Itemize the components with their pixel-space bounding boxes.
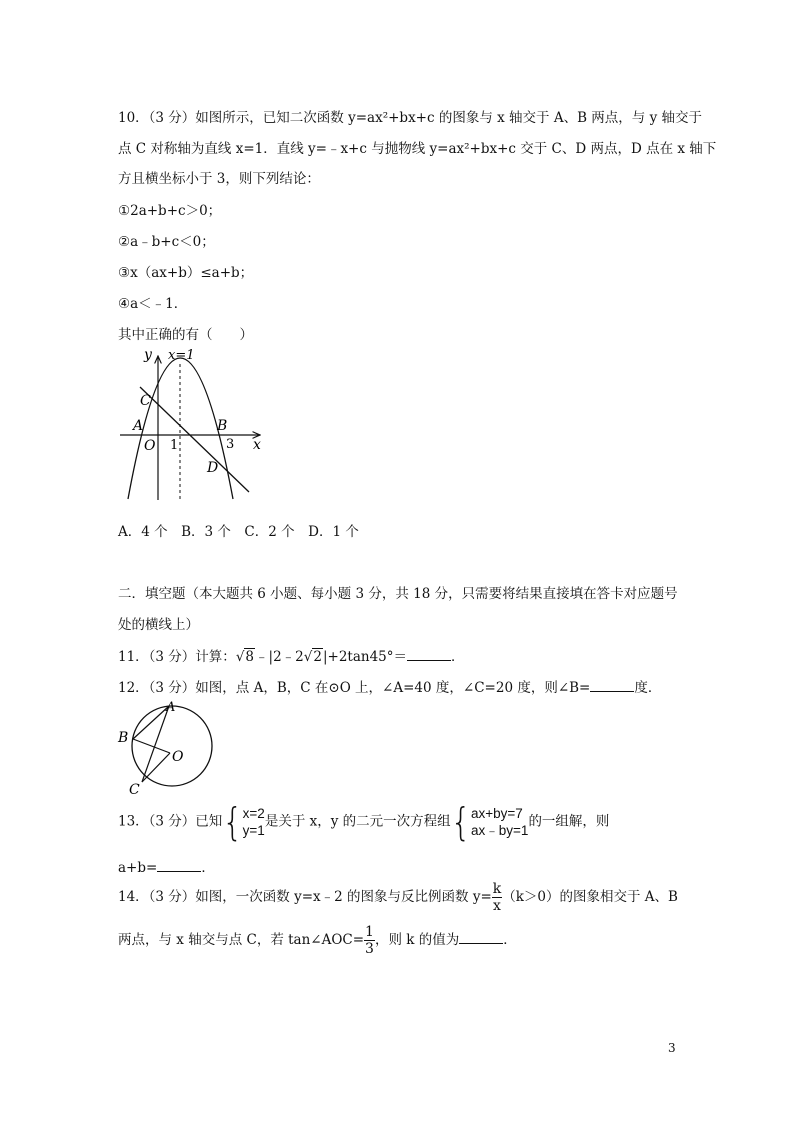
q14-pre: 14．（3 分）如图，一次函数 y=x﹣2 的图象与反比例函数 y=	[118, 889, 492, 905]
fig-label-c: C	[129, 782, 140, 798]
q13-line2-text: a+b=	[118, 860, 158, 876]
fig-label-three: 3	[226, 437, 235, 452]
q11-radicand-2: 2	[313, 649, 322, 665]
q13-s1b: y=1	[242, 823, 265, 838]
q10-question: 其中正确的有（ ）	[118, 327, 253, 343]
fig-label-o: O	[172, 749, 184, 765]
fig-label-x: x	[253, 437, 261, 453]
q10-options: A．4 个 B．3 个 C．2 个 D．1 个	[118, 524, 359, 540]
q12-text: 12．（3 分）如图，点 A，B，C 在⊙O 上，∠A=40 度，∠C=20 度，则∠B=	[118, 680, 591, 696]
q14-line1	[118, 882, 678, 913]
fig-label-axis: x=1	[168, 348, 195, 363]
q10-line3: 方且横坐标小于 3，则下列结论：	[118, 171, 320, 187]
q14-line2	[118, 925, 517, 956]
q13-mid: 是关于 x，y 的二元一次方程组	[264, 813, 451, 830]
fig-label-a: A	[166, 700, 176, 715]
fraction-denominator: x	[493, 898, 501, 914]
q14-post: （k＞0）的图象相交于 A、B	[502, 889, 678, 905]
q10-line1: 10．（3 分）如图所示，已知二次函数 y=ax²+bx+c 的图象与 x 轴交于 A、B 两点，与 y 轴交于	[118, 110, 702, 126]
q12	[118, 676, 661, 696]
q11-end: ．	[451, 649, 465, 665]
q11-radicand-8: 8	[245, 649, 255, 665]
q12-end: 度．	[634, 680, 662, 696]
q13-end: ．	[201, 860, 215, 876]
q13-line1	[118, 799, 610, 845]
q14-answer-blank[interactable]	[459, 931, 503, 944]
q11-mid2: |+2tan45°＝	[322, 649, 407, 665]
fraction-numerator: 1	[365, 924, 374, 940]
q10-conclusion-2: ②a﹣b+c＜0；	[118, 234, 215, 250]
segment-oc	[142, 753, 170, 782]
q11-mid1: ﹣|2﹣2	[255, 649, 304, 665]
q13-system2	[471, 805, 528, 839]
q10-conclusion-1: ①2a+b+c＞0；	[118, 203, 222, 219]
q12-circle-figure	[112, 700, 222, 800]
q13-s1a: x=2	[242, 806, 265, 821]
fig-label-y: y	[144, 347, 152, 363]
circle-o	[132, 706, 212, 786]
q13-pre: 13．（3 分）已知	[118, 813, 223, 830]
fraction-k-over-x	[492, 882, 502, 913]
q11-prefix: 11．（3 分）计算：	[118, 649, 236, 665]
q14-l2post: ，则 k 的值为	[374, 932, 460, 948]
q13-s2b: ax﹣by=1	[471, 823, 529, 838]
q13-post: 的一组解，则	[528, 813, 610, 830]
q14-l2pre: 两点，与 x 轴交与点 C，若 tan∠AOC=	[118, 932, 365, 948]
brace: {	[222, 799, 243, 845]
page-number: 3	[668, 1041, 676, 1055]
fig-label-d: D	[207, 460, 219, 476]
q10-conclusion-4: ④a＜﹣1．	[118, 296, 188, 312]
q11-answer-blank[interactable]	[407, 648, 451, 661]
q14-end: ．	[503, 932, 517, 948]
fraction-one-third	[364, 925, 375, 956]
q10-parabola-figure	[110, 342, 280, 507]
q10-conclusion-3: ③x（ax+b）≤a+b；	[118, 265, 254, 281]
fraction-numerator: k	[492, 881, 502, 897]
sqrt-sign: √	[303, 649, 313, 665]
fig-label-b: B	[118, 730, 129, 746]
fig-label-o: O	[144, 438, 156, 454]
fig-label-one: 1	[170, 438, 179, 453]
sqrt-sign: √	[235, 649, 245, 665]
q13-answer-blank[interactable]	[157, 859, 201, 872]
fig-label-b: B	[217, 418, 228, 434]
section2-line2: 处的横线上）	[118, 617, 199, 633]
q13-line2	[118, 856, 215, 876]
q10-line2: 点 C 对称轴为直线 x=1．直线 y=﹣x+c 与抛物线 y=ax²+bx+c 交于 C、D 两点，D 点在 x 轴下	[118, 141, 717, 157]
brace: {	[450, 799, 472, 845]
q13-s2a: ax+by=7	[471, 806, 523, 821]
fraction-denominator: 3	[365, 941, 374, 957]
fig-label-c: C	[140, 393, 151, 409]
q11	[118, 645, 465, 665]
section2-line1: 二．填空题（本大题共 6 小题、每小题 3 分，共 18 分，只需要将结果直接填在答卡对应题号	[118, 586, 678, 602]
q13-system1	[243, 805, 265, 839]
q12-answer-blank[interactable]	[590, 679, 634, 692]
segment-bo	[133, 739, 170, 753]
fig-label-a: A	[133, 418, 144, 434]
